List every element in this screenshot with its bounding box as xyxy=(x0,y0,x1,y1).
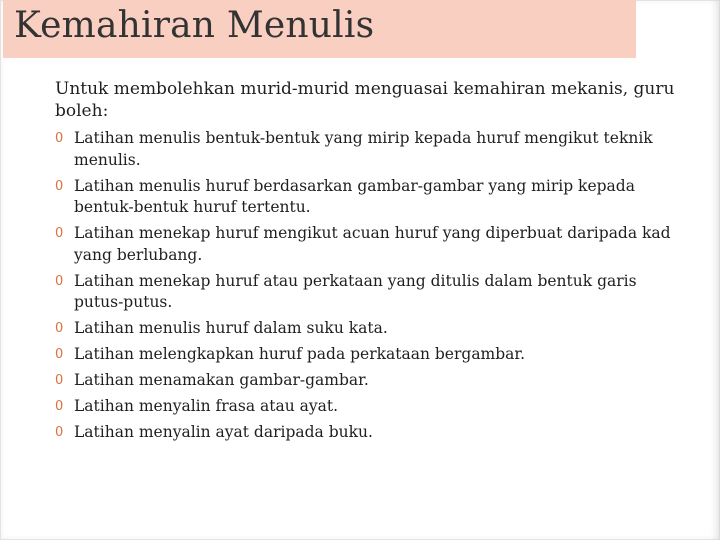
bullet-marker: 0 xyxy=(55,399,64,414)
bullet-marker: 0 xyxy=(55,226,64,241)
list-item xyxy=(55,176,675,219)
list-item-text: Latihan menulis huruf dalam suku kata. xyxy=(74,319,388,337)
list-item xyxy=(55,128,675,171)
bullet-marker: 0 xyxy=(55,178,64,194)
slide-content xyxy=(55,78,675,448)
bullet-marker: 0 xyxy=(55,131,64,146)
list-item-text: Latihan menamakan gambar-gambar. xyxy=(74,371,369,389)
slide-edge-shadow xyxy=(710,0,720,540)
list-item-text: Latihan menekap huruf mengikut acuan huruf yang diperbuat daripada kad yang berlubang. xyxy=(74,224,671,264)
list-item xyxy=(55,271,675,314)
intro-text: Untuk membolehkan murid-murid menguasai kemahiran mekanis, guru boleh: xyxy=(55,79,675,121)
list-item-text: Latihan melengkapkan huruf pada perkataan bergambar. xyxy=(74,345,526,363)
list-item-text: Latihan menulis huruf berdasarkan gambar-gambar yang mirip kepada bentuk-bentuk huruf tertentu. xyxy=(74,176,635,216)
bullet-marker: 0 xyxy=(55,273,64,289)
list-item xyxy=(55,370,675,392)
list-item xyxy=(55,396,675,418)
bullet-marker: 0 xyxy=(55,373,64,388)
list-item xyxy=(55,223,675,266)
list-item-text: Latihan menyalin frasa atau ayat. xyxy=(74,397,339,415)
list-item-text: Latihan menulis bentuk-bentuk yang mirip kepada huruf mengikut teknik menulis. xyxy=(74,129,653,169)
list-item-text: Latihan menekap huruf atau perkataan yang ditulis dalam bentuk garis putus-putus. xyxy=(74,271,637,311)
list-item xyxy=(55,422,675,444)
slide-title: Kemahiran Menulis xyxy=(14,5,375,46)
list-item-text: Latihan menyalin ayat daripada buku. xyxy=(74,423,373,441)
bullet-list xyxy=(55,128,675,444)
bullet-marker: 0 xyxy=(55,347,64,362)
list-item xyxy=(55,344,675,366)
bullet-marker: 0 xyxy=(55,321,64,336)
list-item xyxy=(55,318,675,340)
bullet-marker: 0 xyxy=(55,425,64,440)
title-band xyxy=(3,0,636,58)
